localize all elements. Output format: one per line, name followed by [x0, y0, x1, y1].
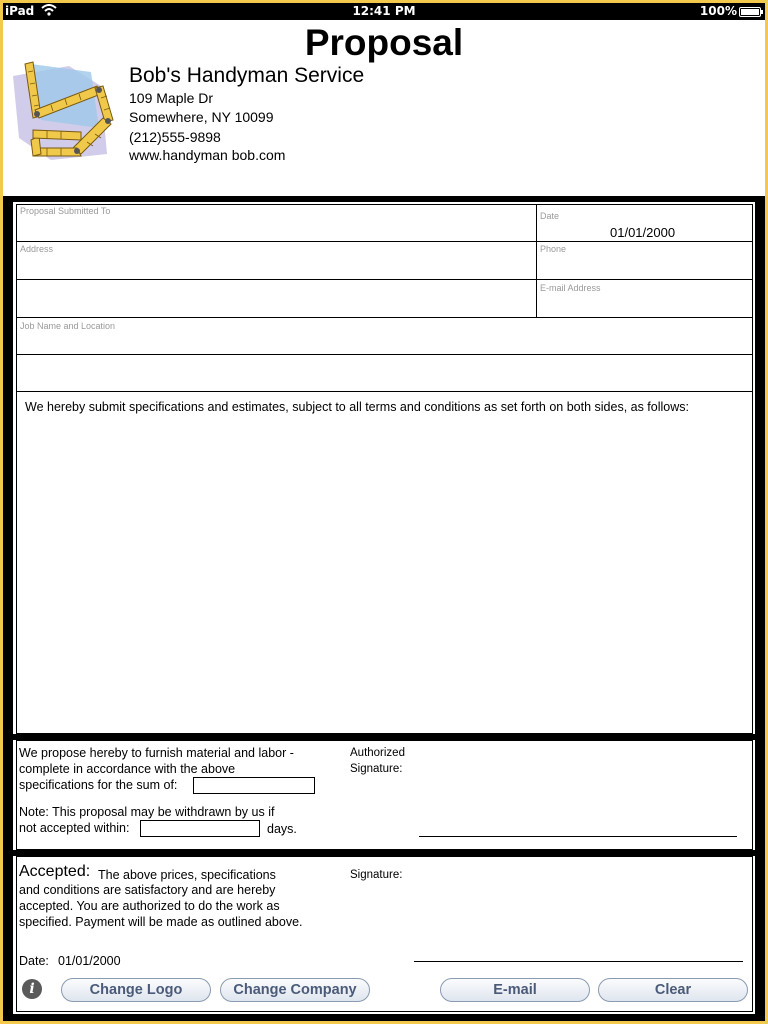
authorized-signature-line[interactable] — [419, 836, 737, 837]
authorized-signature-label: Signature: — [350, 763, 403, 775]
company-street: 109 Maple Dr — [129, 90, 214, 106]
address-line2-field[interactable] — [16, 279, 537, 318]
propose-line-2: complete in accordance with the above — [19, 762, 236, 776]
email-label: E-mail Address — [540, 283, 601, 293]
withdraw-note-2: not accepted within: — [19, 821, 130, 835]
days-label: days. — [267, 822, 297, 836]
sum-input[interactable] — [193, 777, 315, 794]
change-company-button[interactable]: Change Company — [220, 978, 370, 1002]
battery-percent: 100% — [699, 4, 737, 18]
accepted-line-2: and conditions are satisfactory and are hereby — [19, 883, 276, 897]
battery-icon — [739, 7, 761, 17]
customer-signature-line[interactable] — [414, 961, 743, 962]
propose-line-3: specifications for the sum of: — [19, 778, 178, 792]
specifications-intro: We hereby submit specifications and estimates, subject to all terms and conditions as set forth on both sides, as follows: — [25, 400, 689, 414]
submitted-to-field[interactable] — [16, 204, 537, 242]
accepted-date-value[interactable]: 01/01/2000 — [58, 954, 121, 968]
accepted-line-4: specified. Payment will be made as outlined above. — [19, 915, 303, 929]
job-location-field[interactable] — [16, 354, 753, 392]
company-phone: (212)555-9898 — [129, 129, 221, 145]
propose-section — [16, 740, 753, 850]
email-field[interactable] — [536, 279, 753, 318]
status-bar — [3, 3, 765, 20]
company-name: Bob's Handyman Service — [129, 64, 365, 87]
carrier-label: iPad — [5, 4, 35, 18]
days-input[interactable] — [140, 820, 260, 837]
authorized-label: Authorized — [350, 747, 405, 759]
email-button[interactable]: E-mail — [440, 978, 590, 1002]
company-logo[interactable] — [11, 58, 115, 162]
date-label: Date — [540, 211, 560, 221]
phone-label: Phone — [540, 244, 567, 254]
phone-field[interactable] — [536, 241, 753, 280]
accepted-heading: Accepted: — [19, 863, 91, 880]
accepted-line-3: accepted. You are authorized to do the work as — [19, 899, 280, 913]
specifications-textarea[interactable] — [16, 391, 753, 734]
date-field[interactable] — [536, 204, 753, 242]
propose-line-1: We propose hereby to furnish material and labor - — [19, 746, 294, 760]
address-label: Address — [20, 244, 54, 254]
company-city: Somewhere, NY 10099 — [129, 109, 274, 125]
clear-button[interactable]: Clear — [598, 978, 748, 1002]
submitted-to-label: Proposal Submitted To — [20, 206, 111, 216]
accepted-date-label: Date: — [19, 954, 49, 968]
address-field[interactable] — [16, 241, 537, 280]
customer-signature-label: Signature: — [350, 869, 403, 881]
job-name-label: Job Name and Location — [20, 321, 116, 331]
proposal-form — [13, 202, 755, 1014]
job-name-field[interactable] — [16, 317, 753, 355]
proposal-header — [3, 20, 765, 196]
info-icon[interactable]: i — [22, 979, 42, 999]
change-logo-button[interactable]: Change Logo — [61, 978, 211, 1002]
accepted-line-1: The above prices, specifications — [98, 868, 276, 882]
clock: 12:41 PM — [352, 4, 416, 18]
page-title: Proposal — [304, 22, 464, 63]
company-website: www.handyman bob.com — [129, 147, 286, 163]
date-value: 01/01/2000 — [610, 225, 676, 240]
withdraw-note-1: Note: This proposal may be withdrawn by us if — [19, 805, 275, 819]
folding-ruler-icon — [11, 58, 115, 162]
